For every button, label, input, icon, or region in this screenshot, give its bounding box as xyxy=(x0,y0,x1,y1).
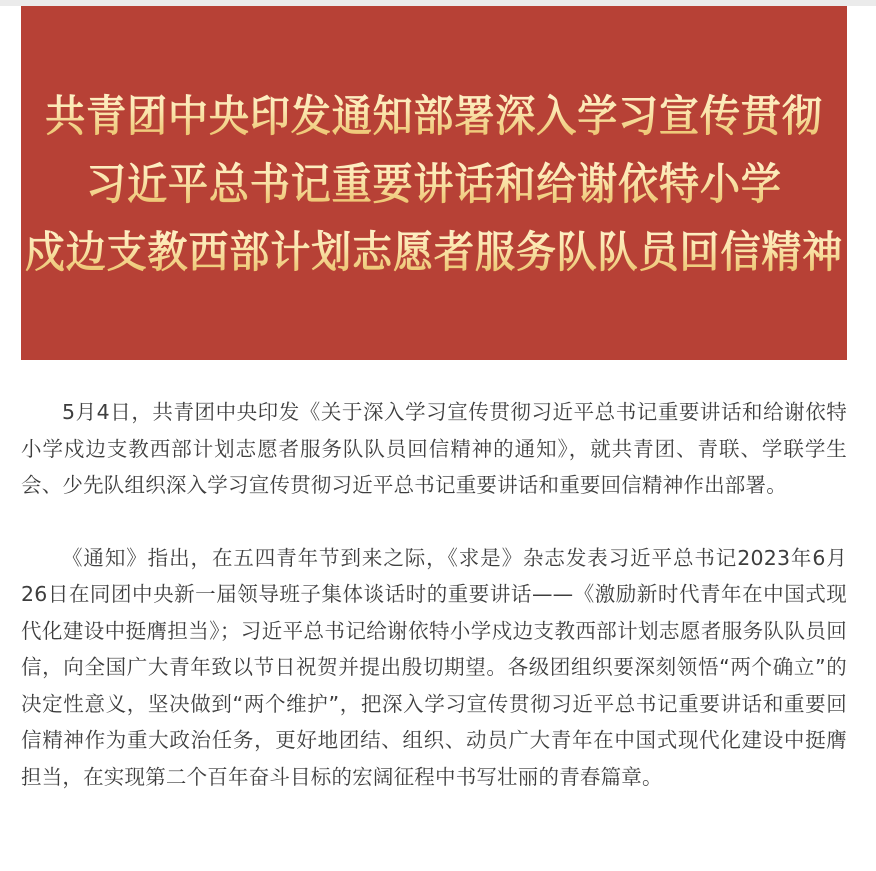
article-body xyxy=(21,394,847,795)
article-paragraph-1: 5月4日，共青团中央印发《关于深入学习宣传贯彻习近平总书记重要讲话和给谢依特小学戍边支教西部计划志愿者服务队队员回信精神的通知》，就共青团、青联、学联学生会、少先队组织深入学习宣传贯彻习近平总书记重要讲话和重要回信精神作出部署。 xyxy=(21,400,847,497)
article-paragraph-2: 《通知》指出，在五四青年节到来之际，《求是》杂志发表习近平总书记2023年6月26日在同团中央新一届领导班子集体谈话时的重要讲话——《激励新时代青年在中国式现代化建设中挺膺担当》；习近平总书记给谢依特小学戍边支教西部计划志愿者服务队队员回信，向全国广大青年致以节日祝贺并提出殷切期望。各级团组织要深刻领悟“两个确立”的决定性意义，坚决做到“两个维护”，把深入学习宣传贯彻习近平总书记重要讲话和重要回信精神作为重大政治任务，更好地团结、组织、动员广大青年在中国式现代化建设中挺膺担当，在实现第二个百年奋斗目标的宏阔征程中书写壮丽的青春篇章。 xyxy=(21,545,847,789)
header-banner-image xyxy=(21,6,847,360)
banner-title-line-3: 戍边支教西部计划志愿者服务队队员回信精神 xyxy=(25,219,843,287)
banner-title-line-1: 共青团中央印发通知部署深入学习宣传贯彻 xyxy=(45,83,822,151)
banner-title-line-2: 习近平总书记重要讲话和给谢依特小学 xyxy=(86,151,782,219)
